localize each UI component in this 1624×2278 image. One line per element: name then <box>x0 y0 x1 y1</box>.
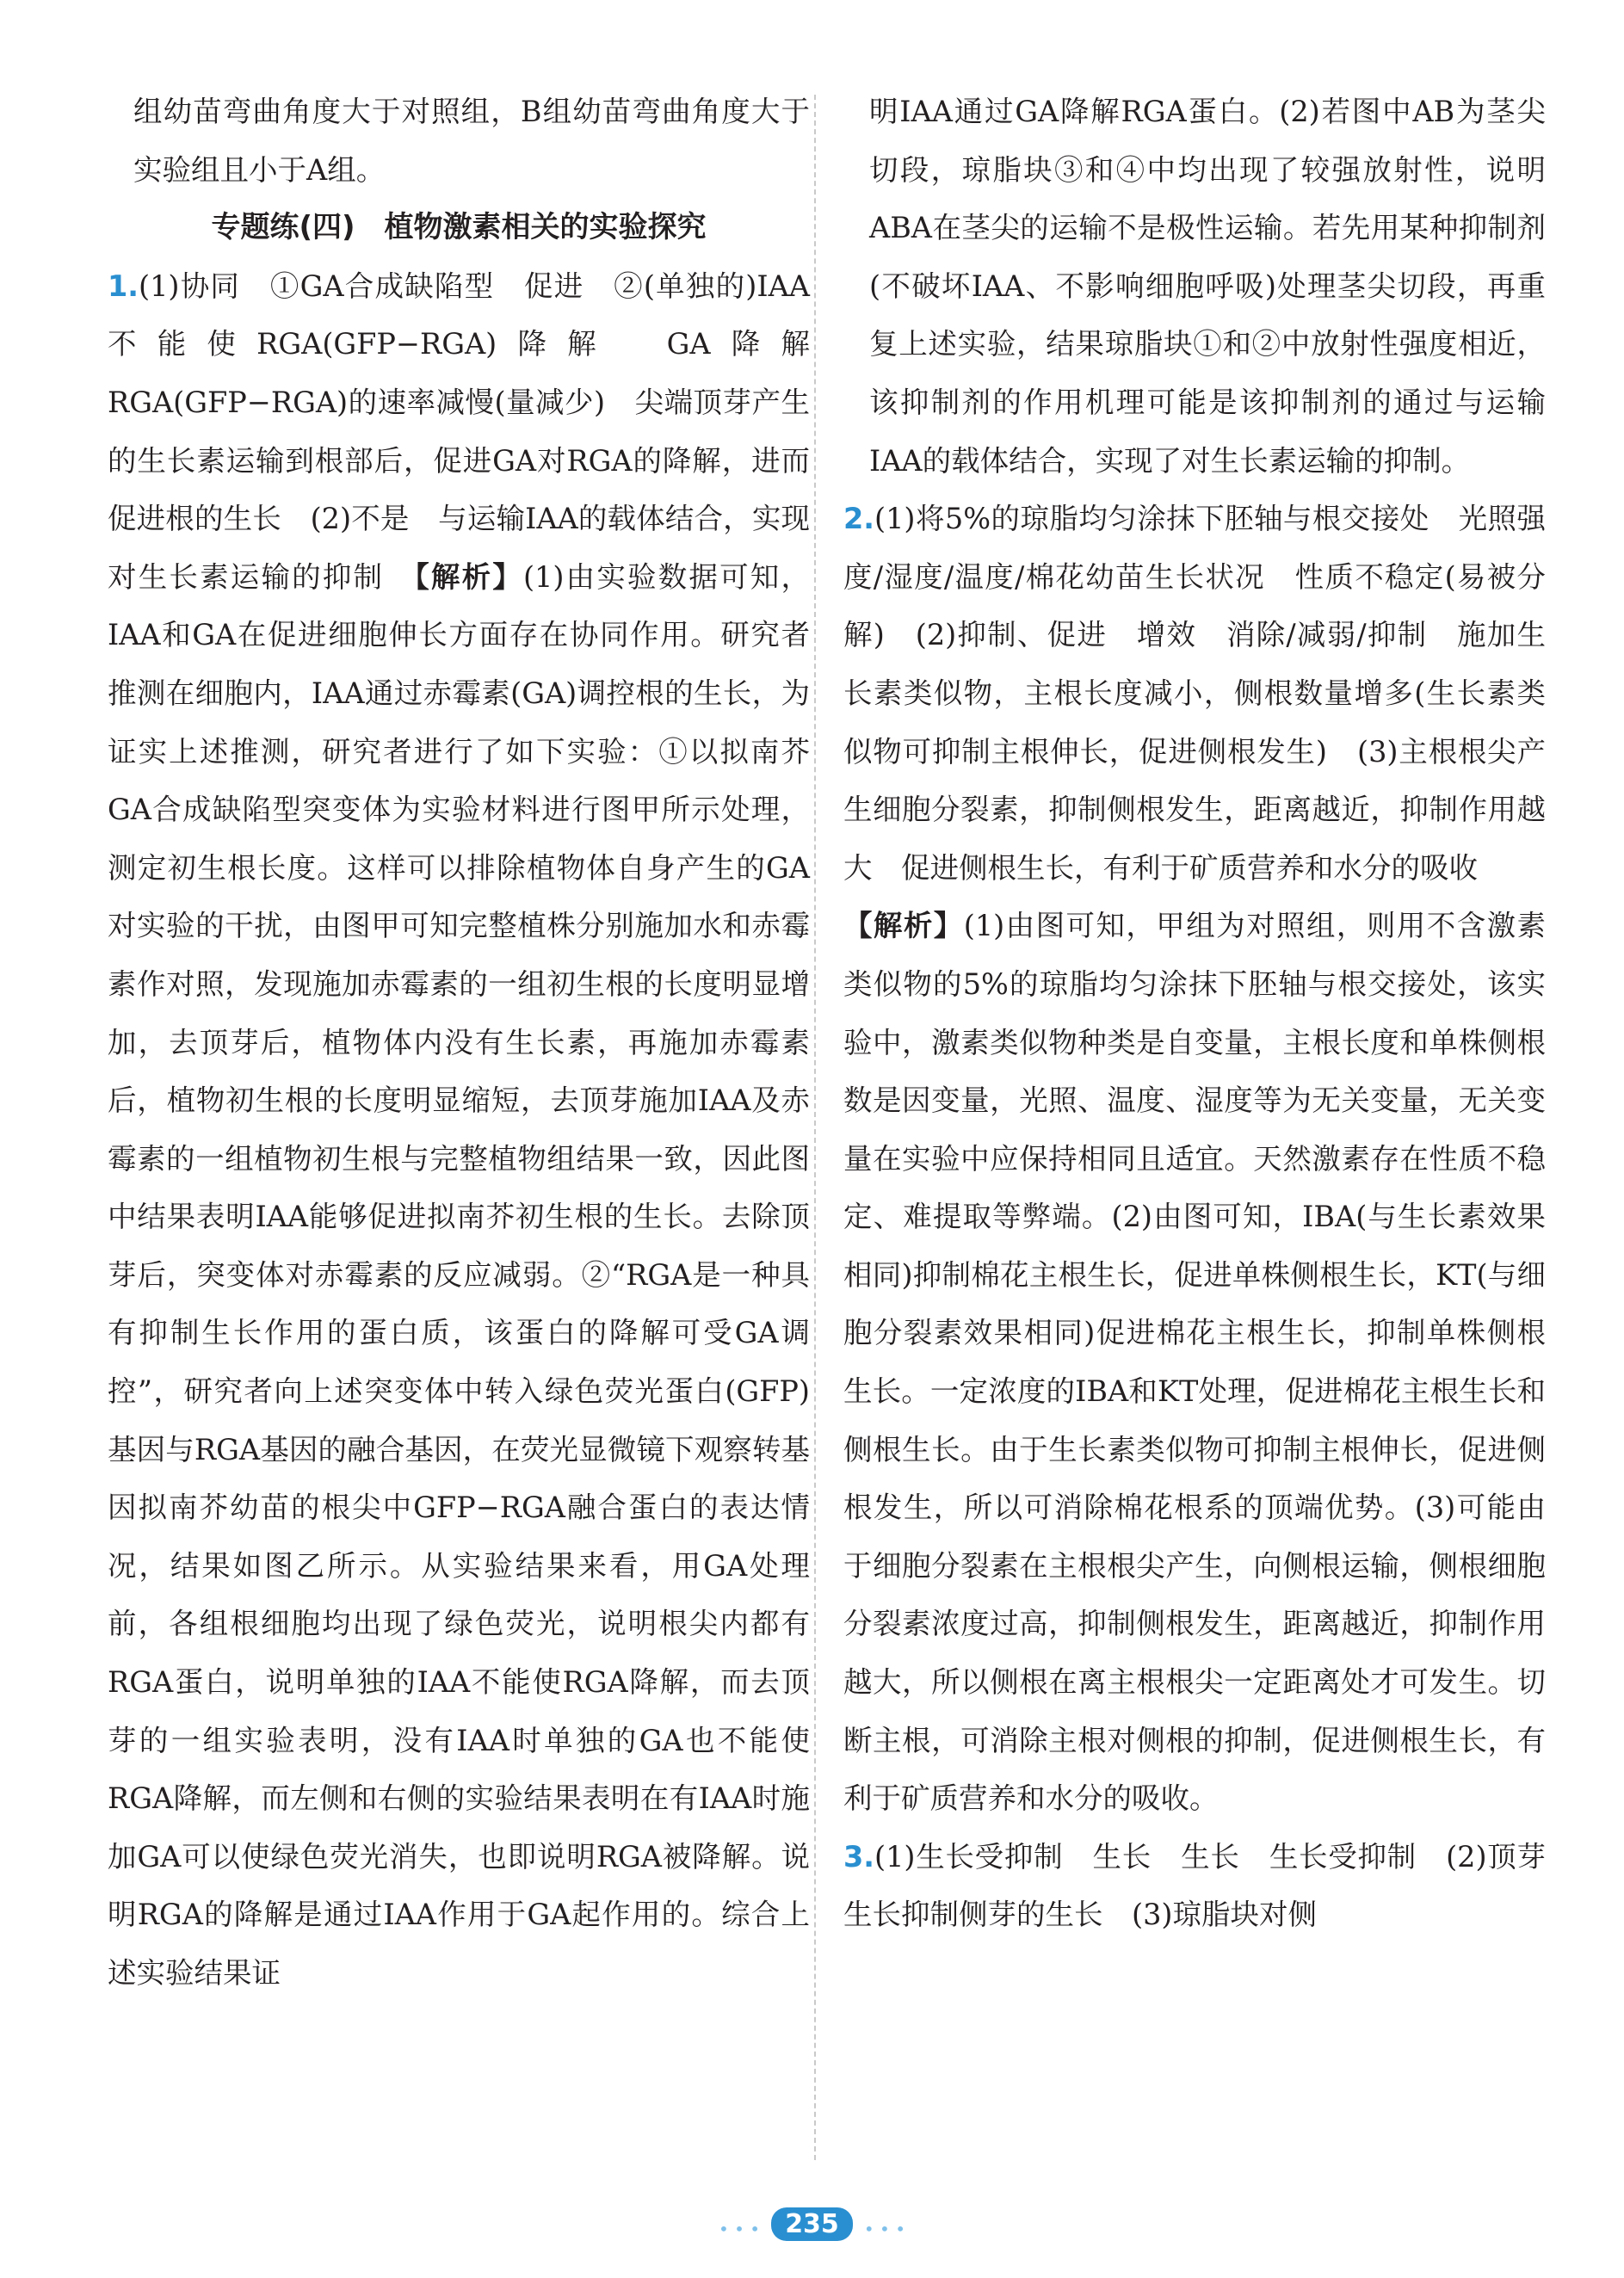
page-number <box>0 2207 1624 2241</box>
answer-text: (1)将5%的琼脂均匀涂抹下胚轴与根交接处 光照强度/湿度/温度/棉花幼苗生长状况 性质不稳定(易被分解) (2)抑制、促进 增效 消除/减弱/抑制 施加生长素类似物，主根长度减小，侧根数量增多(生长素类似物可抑制主根伸长，促进侧根发生) (3)主根根尖产生细胞分裂素，抑制侧根发生，距离越近，抑制作用越大 促进侧根生长，有利于矿质营养和水分的吸收 <box>843 502 1546 885</box>
analysis-tag: 【解析】 <box>843 909 964 943</box>
question-3 <box>843 1828 1546 1944</box>
analysis-tag: 【解析】 <box>414 559 523 594</box>
answer-text: (1)协同 ①GA合成缺陷型 促进 ②(单独的)IAA不能使RGA(GFP−RGA)降解 GA降解RGA(GFP−RGA)的速率减慢(量减少) 尖端顶芽产生的生长素运输到根部后，促进GA对RGA的降解，进而促进根的生长 (2)不是 与运输IAA的载体结合，实现对生长素运输的抑制 <box>108 269 810 594</box>
question-number: 2. <box>843 502 875 536</box>
left-column <box>108 83 810 2003</box>
column-divider <box>814 95 816 2160</box>
answer-text: (1)生长受抑制 生长 生长 生长受抑制 (2)顶芽生长抑制侧芽的生长 (3)琼脂块对侧 <box>843 1839 1546 1932</box>
right-column <box>843 83 1546 1944</box>
intro-paragraph: 组幼苗弯曲角度大于对照组，B组幼苗弯曲角度大于实验组且小于A组。 <box>133 95 810 187</box>
decorative-dots-right: • • • <box>863 2218 906 2239</box>
page-number-badge: 235 <box>771 2207 853 2241</box>
analysis-text: (1)由实验数据可知，IAA和GA在促进细胞伸长方面存在协同作用。研究者推测在细胞内，IAA通过赤霉素(GA)调控根的生长，为证实上述推测，研究者进行了如下实验：①以拟南芥GA合成缺陷型突变体为实验材料进行图甲所示处理，测定初生根长度。这样可以排除植物体自身产生的GA对实验的干扰，由图甲可知完整植株分别施加水和赤霉素作对照，发现施加赤霉素的一组初生根的长度明显增加，去顶芽后，植物体内没有生长素，再施加赤霉素后，植物初生根的长度明显缩短，去顶芽施加IAA及赤霉素的一组植物初生根与完整植物组结果一致，因此图中结果表明IAA能够促进拟南芥初生根的生长。去除顶芽后，突变体对赤霉素的反应减弱。②“RGA是一种具有抑制生长作用的蛋白质，该蛋白的降解可受GA调控”，研究者向上述突变体中转入绿色荧光蛋白(GFP)基因与RGA基因的融合基因，在荧光显微镜下观察转基因拟南芥幼苗的根尖中GFP−RGA融合蛋白的表达情况，结果如图乙所示。从实验结果来看，用GA处理前，各组根细胞均出现了绿色荧光，说明根尖内都有RGA蛋白，说明单独的IAA不能使RGA降解，而去顶芽的一组实验表明，没有IAA时单独的GA也不能使RGA降解，而左侧和右侧的实验结果表明在有IAA时施加GA可以使绿色荧光消失，也即说明RGA被降解。说明RGA的降解是通过IAA作用于GA起作用的。综合上述实验结果证 <box>108 559 810 1990</box>
question-1 <box>108 257 810 2003</box>
question-number: 3. <box>843 1839 875 1874</box>
question-2 <box>843 490 1546 897</box>
question-1-continued: 明IAA通过GA降解RGA蛋白。(2)若图中AB为茎尖切段，琼脂块③和④中均出现了较强放射性，说明ABA在茎尖的运输不是极性运输。若先用某种抑制剂(不破坏IAA、不影响细胞呼吸)处理茎尖切段，再重复上述实验，结果琼脂块①和②中放射性强度相近，该抑制剂的作用机理可能是该抑制剂的通过与运输IAA的载体结合，实现了对生长素运输的抑制。 <box>869 95 1546 478</box>
decorative-dots-left: • • • <box>718 2218 761 2239</box>
question-number: 1. <box>108 269 139 303</box>
analysis-text: (1)由图可知，甲组为对照组，则用不含激素类似物的5%的琼脂均匀涂抹下胚轴与根交接处，该实验中，激素类似物种类是自变量，主根长度和单株侧根数是因变量，光照、温度、湿度等为无关变量，无关变量在实验中应保持相同且适宜。天然激素存在性质不稳定、难提取等弊端。(2)由图可知，IBA(与生长素效果相同)抑制棉花主根生长，促进单株侧根生长，KT(与细胞分裂素效果相同)促进棉花主根生长，抑制单株侧根生长。一定浓度的IBA和KT处理，促进棉花主根生长和侧根生长。由于生长素类似物可抑制主根伸长，促进侧根发生，所以可消除棉花根系的顶端优势。(3)可能由于细胞分裂素在主根根尖产生，向侧根运输，侧根细胞分裂素浓度过高，抑制侧根发生，距离越近，抑制作用越大，所以侧根在离主根根尖一定距离处才可发生。切断主根，可消除主根对侧根的抑制，促进侧根生长，有利于矿质营养和水分的吸收。 <box>843 909 1547 1816</box>
section-title: 专题练(四) 植物激素相关的实验探究 <box>211 210 707 245</box>
question-2-analysis <box>843 897 1546 1828</box>
